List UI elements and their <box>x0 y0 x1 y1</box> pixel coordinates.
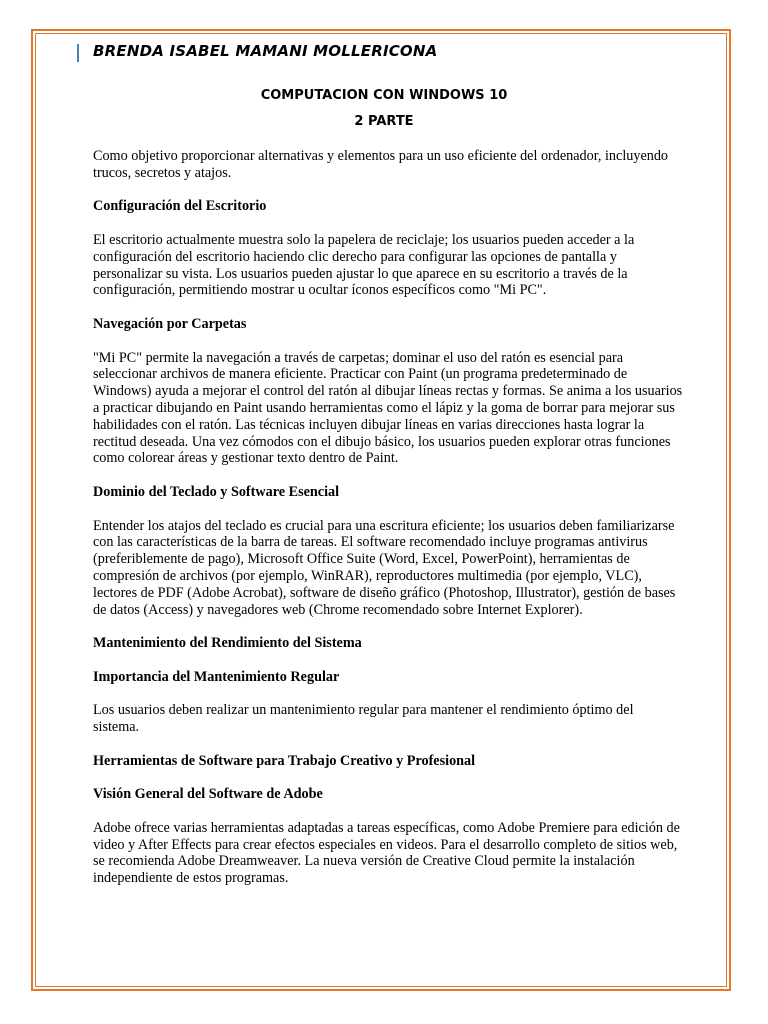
section-paragraph: Adobe ofrece varias herramientas adaptadas a tareas específicas, como Adobe Premiere para edición de video y After Effects para crear efectos especiales en videos. Para el desarrollo completo de sitios web, se recomienda Adobe Dreamweaver. La nueva versión de Creative Cloud permite la instalación independiente de estos programas. <box>93 819 680 887</box>
section-heading: Configuración del Escritorio <box>93 198 267 215</box>
section-heading: Navegación por Carpetas <box>93 315 247 332</box>
document-body <box>93 148 683 904</box>
section-paragraph: "Mi PC" permite la navegación a través de carpetas; dominar el uso del ratón es esencial para seleccionar archivos de manera eficiente. Practicar con Paint (un programa predeterminado de Windows) ayuda a mejorar el control del ratón al dibujar líneas rectas y formas. Se anima a los usuarios a practicar dibujando en Paint usando herramientas como el lápiz y la goma de borrar para mejorar sus habilidades con el ratón. Las técnicas incluyen dibujar líneas en varias direcciones hasta lograr la rectitud deseada. Una vez cómodos con el dibujo básico, los usuarios pueden explorar otras funciones como colorear áreas y gestionar texto dentro de Paint. <box>93 349 683 467</box>
author-name: BRENDA ISABEL MAMANI MOLLERICONA <box>93 42 438 60</box>
section-heading: Importancia del Mantenimiento Regular <box>93 668 340 685</box>
section-heading: Dominio del Teclado y Software Esencial <box>93 483 340 500</box>
intro-paragraph: Como objetivo proporcionar alternativas y elementos para un uso eficiente del ordenador, incluyendo trucos, secretos y atajos. <box>93 148 669 181</box>
text-cursor <box>77 44 79 62</box>
section-paragraph: Entender los atajos del teclado es crucial para una escritura eficiente; los usuarios deben familiarizarse con las características de la barra de tareas. El software recomendado incluye programas antivirus (preferiblemente de pago), Microsoft Office Suite (Word, Excel, PowerPoint), herramientas de compresión de archivos (por ejemplo, WinRAR), reproductores multimedia (por ejemplo, VLC), lectores de PDF (Adobe Acrobat), software de diseño gráfico (Photoshop, Illustrator), gestión de bases de datos (Access) y navegadores web (Chrome recomendado sobre Internet Explorer). <box>93 517 676 618</box>
section-heading: Mantenimiento del Rendimiento del Sistema <box>93 635 362 652</box>
section-paragraph: El escritorio actualmente muestra solo la papelera de reciclaje; los usuarios pueden acceder a la configuración del escritorio haciendo clic derecho para configurar las opciones de pantalla y personalizar su vista. Los usuarios pueden ajustar lo que aparece en su escritorio a través de la configuración, permitiendo mostrar u ocultar íconos específicos como "Mi PC". <box>93 231 635 299</box>
document-subtitle: 2 PARTE <box>354 114 414 129</box>
section-heading: Visión General del Software de Adobe <box>93 786 323 803</box>
section-heading: Herramientas de Software para Trabajo Creativo y Profesional <box>93 752 476 769</box>
document-title: COMPUTACION CON WINDOWS 10 <box>260 88 508 103</box>
section-paragraph: Los usuarios deben realizar un mantenimiento regular para mantener el rendimiento óptimo del sistema. <box>93 702 634 736</box>
